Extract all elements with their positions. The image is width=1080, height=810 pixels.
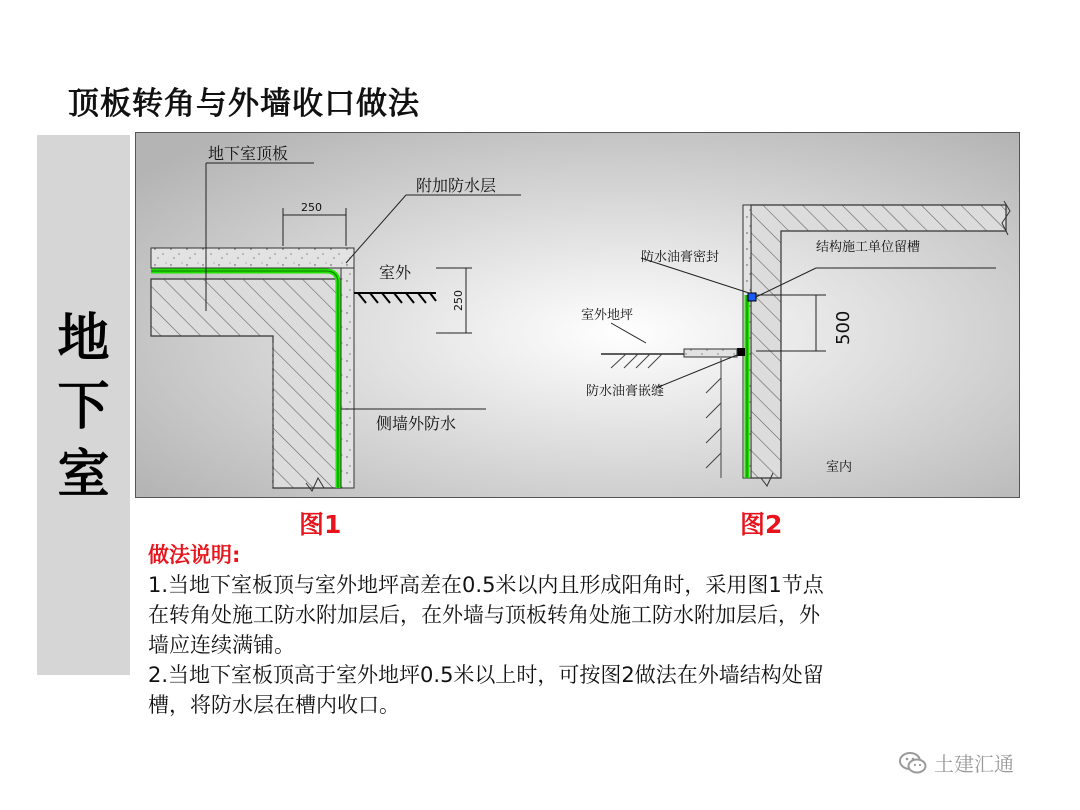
construction-drawing [135, 132, 1020, 498]
notes-heading: 做法说明: [148, 543, 241, 567]
fig1-label-roof-slab: 地下室顶板 [208, 144, 289, 163]
fig2-label-sealant-seal: 防水油膏密封 [641, 250, 720, 265]
watermark-text: 土建汇通 [934, 752, 1014, 776]
side-bar [37, 135, 130, 675]
side-label-char: 地 [57, 309, 110, 369]
fig2-label-indoor: 室内 [826, 460, 853, 475]
figure1-caption: 图1 [299, 510, 342, 539]
watermark [898, 748, 1014, 777]
fig2-dim-vertical: 500 [833, 310, 854, 345]
side-label-char: 室 [57, 445, 110, 505]
fig1-label-additional-waterproof: 附加防水层 [416, 176, 497, 195]
page-title: 顶板转角与外墙收口做法 [68, 86, 420, 122]
notes-line: 槽，将防水层在槽内收口。 [148, 693, 400, 717]
fig2-label-reserved-groove: 结构施工单位留槽 [816, 240, 921, 255]
fig1-dim-vertical: 250 [452, 290, 465, 311]
method-notes [148, 540, 1028, 720]
side-label [37, 305, 130, 509]
wechat-icon [898, 750, 928, 776]
fig1-label-side-wall: 侧墙外防水 [376, 414, 457, 433]
figure2-caption: 图2 [740, 510, 783, 539]
notes-line: 1.当地下室板顶与室外地坪高差在0.5米以内且形成阳角时，采用图1节点 [148, 573, 824, 597]
fig2-label-outdoor-ground: 室外地坪 [581, 308, 634, 323]
fig1-label-outdoor: 室外 [379, 263, 412, 282]
notes-line: 墙应连续满铺。 [148, 633, 295, 657]
fig1-dim-horizontal: 250 [301, 201, 322, 214]
fig2-label-sealant-joint: 防水油膏嵌缝 [586, 384, 665, 399]
side-label-char: 下 [57, 377, 110, 437]
notes-line: 2.当地下室板顶高于室外地坪0.5米以上时，可按图2做法在外墙结构处留 [148, 663, 824, 687]
notes-line: 在转角处施工防水附加层后，在外墙与顶板转角处施工防水附加层后，外 [148, 603, 820, 627]
